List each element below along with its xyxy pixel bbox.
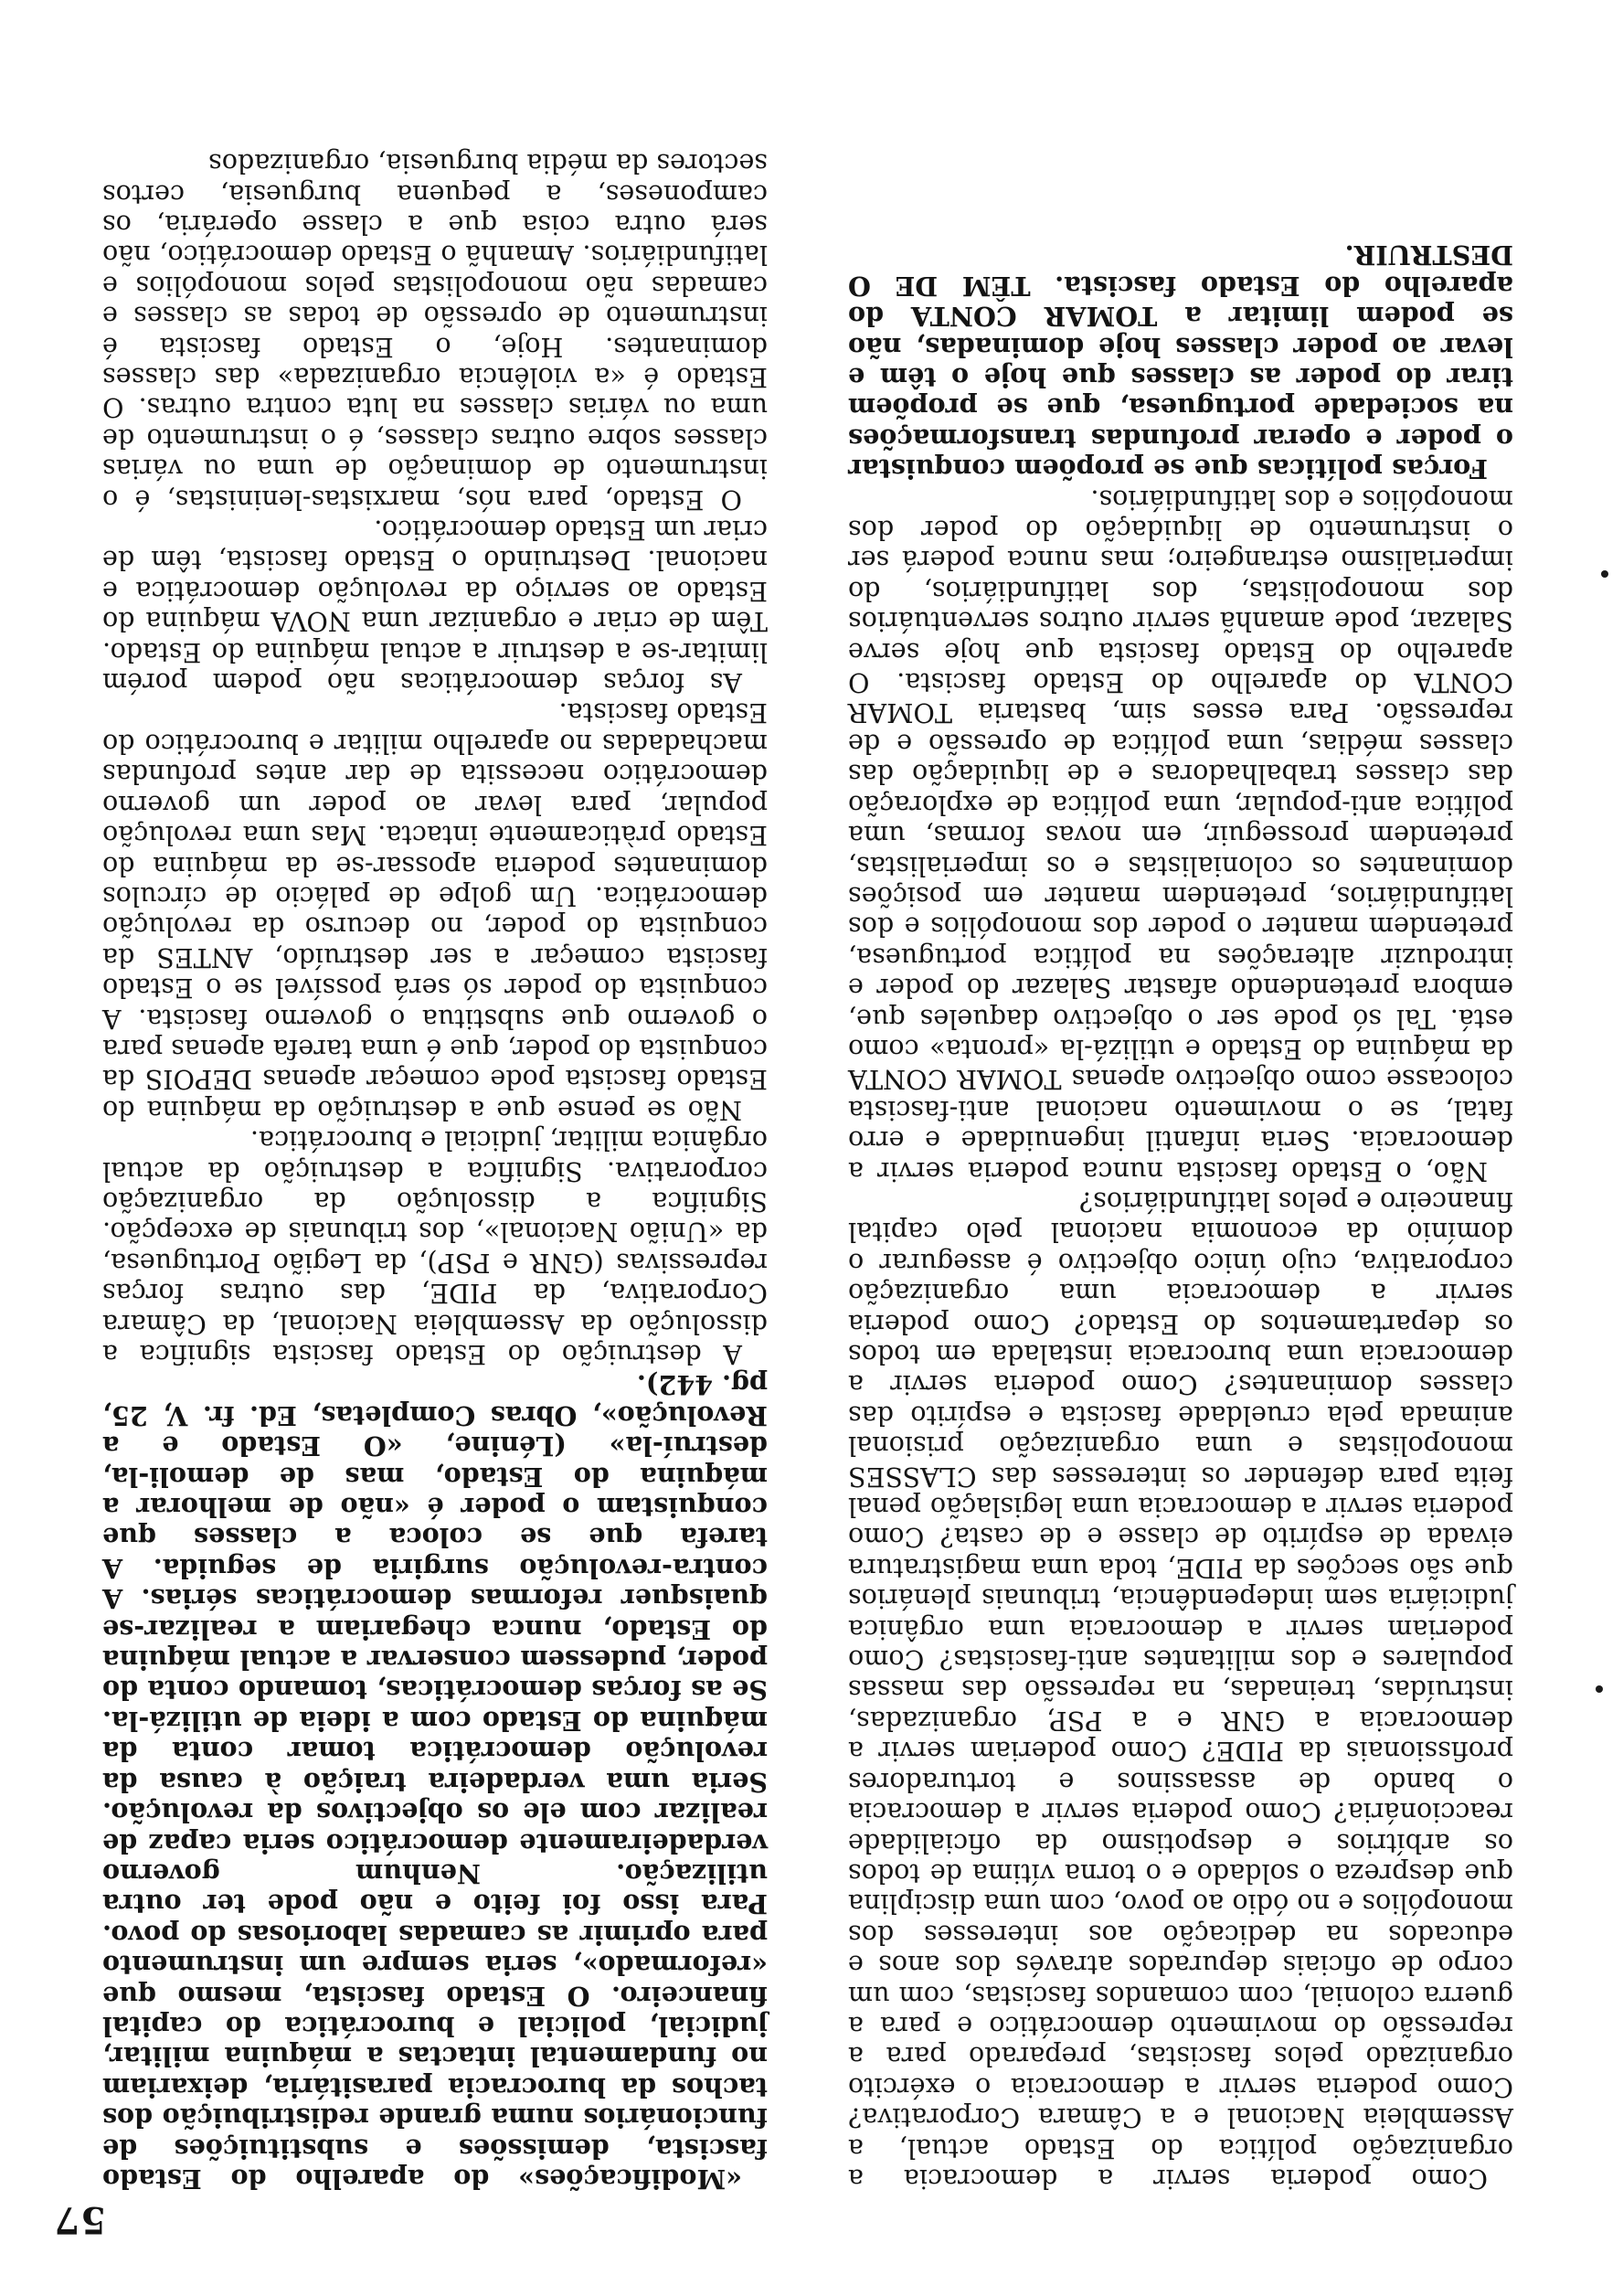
paragraph: Forças políticas que se propõem conquistar o poder e operar profundas transformações na sociedade portuguesa, que se propõem tirar do poder as classes que hoje o têm e levar ao poder classes hoje dominadas, não se podem limitar a TOMAR CONTA do aparelho do Estado fascista. TÊM DE O DESTRUIR. — [848, 239, 1513, 485]
paragraph: A destruição do Estado fascista significa a dissolução da Assembleia Nacional, da Câmara Corporativa, da PIDE, das outras forças repressivas (GNR e PSP), da Legião Portuguesa, da «União Nacional», dos tribunais de excepção. Significa a dissolução da organização corporativa. Significa a destruição da actual orgânica militar, judicial e burocrática. — [102, 1125, 768, 1371]
paragraph: Como poderia servir a democracia a organização política do Estado actual, a Assembleia Nacional e a Câmara Corporativa? Como poderia servir a democracia o exército organizado pelos fascistas, preparado para a repressão do movimento democrático e para a guerra colonial, com comandos fascistas, com um corpo de oficiais depurados através dos anos e educados na dedicação aos interesses dos monopólios e no ódio ao povo, com uma disciplina que despreza o soldado e o torna vítima de todos os arbítrios e despotismo da oficialidade reaccionária? Como poderia servir a democracia o bando de assassinos e torturadores profissionais da PIDE? Como poderiam servir a democracia a GNR e a PSP, organizadas, instruídas, treinadas, na repressão das massas populares e dos militantes anti-fascistas? Como poderiam servir a democracia uma orgânica judiciária sem independência, tribunais plenários que são secções da PIDE, toda uma magistratura eivada de espírito de classe e de casta? Como poderia servir a democracia uma legislação penal feita para defender os interesses das CLASSES monopolistas e uma organização prisional animada pela crueldade fascista e espírito das classes dominantes? Como poderia servir a democracia uma burocracia instalada em todos os departamentos do Estado? Como poderia servir a democracia uma organização corporativa, cujo único objectivo é assegurar o domínio da economia nacional pelo capital financeiro e pelos latifundiários? — [848, 1186, 1513, 2195]
paragraph: «Modificações» do aparelho do Estado fascista, demissões e substituições de funcionários numa grande redistribuição dos tachos da burocracia parasitária, deixariam no fundamental intactas a máquina militar, judicial, policial e burocrática do capital financeiro. O Estado fascista, mesmo que «reformado», seria sempre um instrumento para oprimir as camadas laboriosas do povo. Para isso foi feito e não pode ter outra utilização. Nenhum governo verdadeiramente democrático seria capaz de realizar com ele os objectivos da revolução. Seria uma verdadeira traição à causa da revolução democrática tomar conta da máquina do Estado com a ideia de utilizá-la. Se as forças democráticas, tomando conta do poder, pudessem conservar a actual máquina do Estado, nunca chegariam a realizar-se quaisquer reformas democráticas sérias. A contra-revolução surgiria de seguida. A tarefa que se coloca a classes que conquistam o poder é «não de melhorar a máquina do Estado, mas de demoli-la, destruí-la» (Lénine, «O Estado e a Revolução», Obras Completas, Ed. fr. V, 25, pg. 442). — [102, 1369, 768, 2195]
ink-speck — [1596, 1685, 1603, 1693]
paragraph: Não, o Estado fascista nunca poderia servir a democracia. Seria infantil ingenuidade e erro fatal, se o movimento nacional anti-fascista colocasse como objectivo apenas TOMAR CONTA da máquina do Estado e utilizá-la «pronta» como está. Tal só pode ser o objectivo daqueles que, embora pretendendo afastar Salazar do poder e introduzir alterações na política portuguesa, pretendem manter o poder dos monopólios e dos latifundiários, pretendem manter em posições dominantes os colonialistas e os imperialistas, pretendem prosseguir, em novas formas, uma política anti-popular, uma política de exploração das classes trabalhadoras e de liquidação das classes médias, uma política de opressão e de repressão. Para esses sim, bastaria TOMAR CONTA do aparelho do Estado fascista. O aparelho do Estado fascista que hoje serve Salazar, pode amanhã servir outros serventuários dos monopolistas, dos latifundiários, do imperialismo estrangeiro; mas nunca poderá ser o instrumento de liquidação do poder dos monopólios e dos latifundiários. — [848, 484, 1513, 1187]
left-text-column — [848, 239, 1513, 2194]
paragraph: As forças democráticas não podem porém limitar-se a destruir a actual máquina do Estado. Têm de criar e organizar uma NOVA máquina do Estado ao serviço da revolução democrática e nacional. Destruindo o Estado fascista, têm de criar um Estado democrático. — [102, 515, 768, 699]
paragraph: O Estado, para nós, marxistas-leninistas, é o instrumento de dominação de uma ou várias classes sobre outras classes, é o instrumento de uma ou várias classes na luta contra outras. O Estado é «a violência organizada» das classes dominantes. Hoje, o Estado fascista é instrumento de opressão de todas as classes e camadas não monopolistas pelos monopólios e latifundiários. Amanhã o Estado democrático, não será outra coisa que a classe operária, os camponeses, a pequena burguesia, certos sectores da média burguesia, organizados — [102, 148, 768, 516]
right-text-column — [102, 148, 768, 2194]
ink-speck — [1601, 570, 1608, 578]
paragraph: Não se pense que a destruição da máquina do Estado fascista pode começar apenas DEPOIS da conquista do poder, que é uma tarefa apenas para o governo que substitua o governo fascista. A conquista do poder só será possível se o Estado fascista começar a ser destruído, ANTES da conquista do poder, no decurso da revolução democrática. Um golpe de palácio de círculos dominantes poderia apossar-se da máquina do Estado pràticamente intacta. Mas uma revolução popular, para levar ao poder um governo democrático necessita de dar antes profundas machadadas no aparelho militar e burocrático do Estado fascista. — [102, 697, 768, 1126]
page-number: 57 — [53, 2198, 106, 2241]
